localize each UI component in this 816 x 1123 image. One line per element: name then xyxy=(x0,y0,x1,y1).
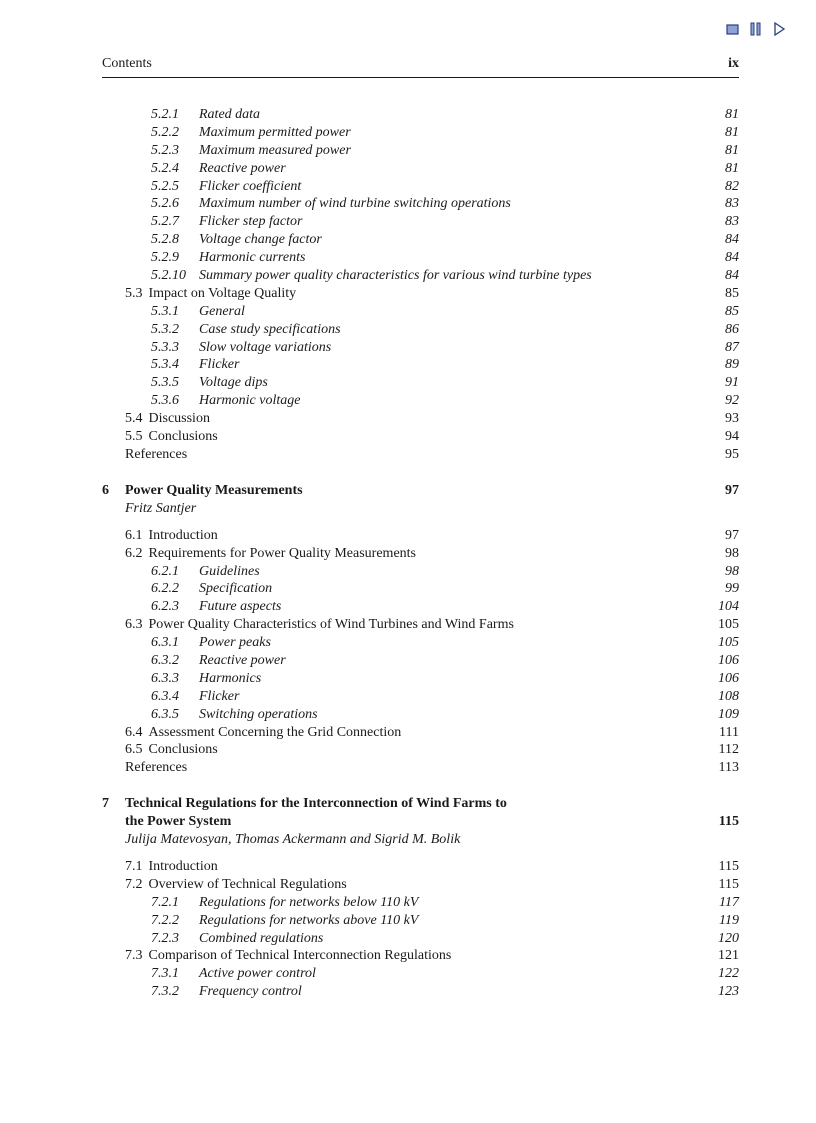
toc-entry[interactable] xyxy=(102,912,739,930)
entry-page: 115 xyxy=(718,859,739,874)
chapter-heading[interactable] xyxy=(102,795,739,831)
entry-title: Flicker xyxy=(199,688,240,704)
toc-entry[interactable] xyxy=(102,339,739,357)
toc-entry[interactable] xyxy=(102,231,739,249)
toc-entry[interactable] xyxy=(102,195,739,213)
entry-number: 7.3.2 xyxy=(151,984,179,1000)
entry-number: 6.2.2 xyxy=(151,581,179,597)
entry-title: References xyxy=(125,760,188,776)
header-title: Contents xyxy=(102,56,152,71)
toc-entry[interactable] xyxy=(102,124,739,142)
toc-entry[interactable] xyxy=(102,741,739,759)
entry-page: 92 xyxy=(725,393,739,409)
toc-entry[interactable] xyxy=(102,652,739,670)
toc-entry[interactable] xyxy=(102,545,739,563)
entry-page: 113 xyxy=(718,760,739,776)
chapter-author: Fritz Santjer xyxy=(125,500,197,516)
entry-title: Power peaks xyxy=(199,635,271,651)
entry-title: Requirements for Power Quality Measurements xyxy=(148,545,416,561)
entry-number: 7.2.2 xyxy=(151,912,179,928)
entry-page: 85 xyxy=(725,303,739,319)
entry-page: 91 xyxy=(725,375,739,391)
entry-number: 6.3.5 xyxy=(151,706,179,722)
entry-number: 5.2.8 xyxy=(151,232,179,248)
toc-entry[interactable] xyxy=(102,267,739,285)
entry-number: 6.1 xyxy=(125,527,143,543)
entry-page: 86 xyxy=(725,321,739,337)
entry-page: 99 xyxy=(725,581,739,597)
entry-number: 5.2.4 xyxy=(151,160,179,176)
entry-title: Specification xyxy=(199,581,273,597)
entry-page: 82 xyxy=(725,178,739,194)
entry-page: 112 xyxy=(718,742,739,758)
entry-title: Maximum measured power xyxy=(199,142,351,158)
entry-page: 98 xyxy=(725,545,739,561)
toc-entry[interactable] xyxy=(102,580,739,598)
entry-page: 98 xyxy=(725,563,739,579)
entry-title: Comparison of Technical Interconnection Regulations xyxy=(148,948,452,964)
entry-page: 123 xyxy=(718,984,739,1000)
entry-title: Flicker coefficient xyxy=(199,178,302,194)
entry-number: 7.2.1 xyxy=(151,894,179,910)
viewer-controls xyxy=(726,22,786,36)
entry-page: 83 xyxy=(725,214,739,230)
toc-entry[interactable] xyxy=(102,160,739,178)
entry-title: Switching operations xyxy=(199,706,318,722)
entry-number: 7.3 xyxy=(125,948,143,964)
entry-title: Frequency control xyxy=(199,984,302,1000)
entry-number: 5.2.5 xyxy=(151,178,179,194)
toc-entry[interactable] xyxy=(102,527,739,545)
entry-title: Combined regulations xyxy=(199,930,324,946)
entry-title: Conclusions xyxy=(148,742,218,758)
toc-entry[interactable] xyxy=(102,321,739,339)
toc-entry[interactable] xyxy=(102,965,739,983)
entry-page: 121 xyxy=(718,948,739,964)
chapter-entries xyxy=(102,858,739,1001)
entry-title: Conclusions xyxy=(148,429,218,445)
entry-page: 85 xyxy=(725,285,739,301)
entry-title: General xyxy=(199,303,245,319)
entry-page: 81 xyxy=(725,124,739,140)
entry-page: 117 xyxy=(719,894,739,910)
play-icon[interactable] xyxy=(772,22,786,36)
chapter-title-line-1: Technical Regulations for the Interconnection of Wind Farms to xyxy=(125,796,507,812)
entry-title: Slow voltage variations xyxy=(199,339,332,355)
toc-entry[interactable] xyxy=(102,178,739,196)
entry-page: 84 xyxy=(725,250,739,266)
entry-page: 122 xyxy=(718,966,739,982)
entry-page: 106 xyxy=(718,670,739,686)
entry-number: 5.4 xyxy=(125,411,143,427)
entry-number: 5.2.2 xyxy=(151,124,179,140)
entry-number: 7.1 xyxy=(125,859,143,874)
entry-title: Voltage change factor xyxy=(199,232,322,248)
entry-number: 7.2 xyxy=(125,876,143,892)
entry-title: Regulations for networks below 110 kV xyxy=(199,894,419,910)
entry-page: 106 xyxy=(718,652,739,668)
toc-entry[interactable] xyxy=(102,706,739,724)
entry-page: 89 xyxy=(725,357,739,373)
entry-number: 6.3.2 xyxy=(151,652,179,668)
entry-page: 81 xyxy=(725,160,739,176)
chapter-entries xyxy=(102,527,739,777)
entry-page: 105 xyxy=(718,617,739,633)
entry-title: Maximum number of wind turbine switching operations xyxy=(199,196,511,212)
entry-title: Guidelines xyxy=(199,563,260,579)
entry-number: 5.2.6 xyxy=(151,196,179,212)
toc-entry[interactable] xyxy=(102,213,739,231)
entry-number: 5.3.3 xyxy=(151,339,179,355)
entry-title: Voltage dips xyxy=(199,375,268,391)
entry-title: Harmonic currents xyxy=(199,250,306,266)
entry-number: 5.3.2 xyxy=(151,321,179,337)
entry-title: Flicker step factor xyxy=(199,214,303,230)
entry-number: 6.5 xyxy=(125,742,143,758)
entry-title: Power Quality Characteristics of Wind Turbines and Wind Farms xyxy=(148,617,514,633)
entry-page: 83 xyxy=(725,196,739,212)
entry-page: 93 xyxy=(725,411,739,427)
entry-page: 94 xyxy=(725,429,739,445)
toc-entry[interactable] xyxy=(102,142,739,160)
toc-entry[interactable] xyxy=(102,688,739,706)
toc-section-list xyxy=(102,106,739,464)
entry-title: Future aspects xyxy=(199,599,282,615)
entry-title: Reactive power xyxy=(199,160,286,176)
entry-title: Summary power quality characteristics for various wind turbine types xyxy=(199,268,592,284)
chapter-heading[interactable] xyxy=(102,482,739,500)
entry-title: Overview of Technical Regulations xyxy=(148,876,347,892)
toc-entry[interactable] xyxy=(102,894,739,912)
entry-title: Rated data xyxy=(199,107,261,122)
entry-page: 111 xyxy=(719,724,739,740)
toc-entry[interactable] xyxy=(102,724,739,742)
header-page-number: ix xyxy=(728,56,739,71)
entry-title: Discussion xyxy=(148,411,210,427)
entry-page: 104 xyxy=(718,599,739,615)
toc-entry[interactable] xyxy=(102,356,739,374)
entry-number: 5.3.4 xyxy=(151,357,179,373)
entry-title: Impact on Voltage Quality xyxy=(148,285,297,301)
entry-title: Regulations for networks above 110 kV xyxy=(199,912,419,928)
entry-title: Case study specifications xyxy=(199,321,341,337)
toc-entry[interactable] xyxy=(102,392,739,410)
entry-title: Introduction xyxy=(148,527,218,543)
entry-page: 109 xyxy=(718,706,739,722)
entry-number: 5.2.9 xyxy=(151,250,179,266)
entry-page: 87 xyxy=(725,339,739,355)
entry-page: 120 xyxy=(718,930,739,946)
entry-number: 5.2.7 xyxy=(151,214,179,230)
toc-entry[interactable] xyxy=(102,670,739,688)
entry-title: Maximum permitted power xyxy=(199,124,351,140)
toc-entry[interactable] xyxy=(102,858,739,876)
chapter-author: Julija Matevosyan, Thomas Ackermann and Sigrid M. Bolik xyxy=(125,832,461,847)
entry-number: 6.2.1 xyxy=(151,563,179,579)
toc-entry[interactable] xyxy=(102,428,739,446)
toc-entry[interactable] xyxy=(102,983,739,1001)
entry-number: 5.3 xyxy=(125,285,143,301)
toc-entry[interactable] xyxy=(102,285,739,303)
chapter-page: 97 xyxy=(725,482,739,498)
entry-title: References xyxy=(125,446,188,462)
entry-title: Assessment Concerning the Grid Connection xyxy=(148,724,402,740)
entry-number: 5.2.10 xyxy=(151,268,186,284)
entry-title: Flicker xyxy=(199,357,240,373)
entry-page: 115 xyxy=(718,876,739,892)
toc-entry[interactable] xyxy=(102,106,739,124)
page-header xyxy=(102,56,739,78)
stop-icon[interactable] xyxy=(726,22,740,36)
entry-number: 6.4 xyxy=(125,724,143,740)
chapter-page: 115 xyxy=(718,814,739,830)
toc-entry[interactable] xyxy=(102,598,739,616)
entry-number: 6.2.3 xyxy=(151,599,179,615)
toc-entry[interactable] xyxy=(102,446,739,464)
entry-number: 5.3.5 xyxy=(151,375,179,391)
entry-page: 105 xyxy=(718,635,739,651)
entry-number: 6.3 xyxy=(125,617,143,633)
chapter-number: 7 xyxy=(102,796,109,812)
toc-entry[interactable] xyxy=(102,563,739,581)
entry-number: 5.5 xyxy=(125,429,143,445)
entry-page: 81 xyxy=(725,142,739,158)
toc-entry[interactable] xyxy=(102,634,739,652)
entry-number: 7.3.1 xyxy=(151,966,179,982)
entry-number: 6.3.3 xyxy=(151,670,179,686)
entry-number: 5.3.1 xyxy=(151,303,179,319)
toc-entry[interactable] xyxy=(102,947,739,965)
entry-page: 97 xyxy=(725,527,739,543)
entry-title: Harmonic voltage xyxy=(199,393,301,409)
entry-page: 95 xyxy=(725,446,739,462)
toc-entry[interactable] xyxy=(102,249,739,267)
entry-number: 5.3.6 xyxy=(151,393,179,409)
entry-title: Active power control xyxy=(199,966,316,982)
chapter-number: 6 xyxy=(102,482,109,498)
toc-entry[interactable] xyxy=(102,616,739,634)
toc-entry[interactable] xyxy=(102,374,739,392)
entry-number: 7.2.3 xyxy=(151,930,179,946)
chapter-title-line-2: the Power System xyxy=(125,814,232,830)
entry-title: Harmonics xyxy=(199,670,262,686)
toc-entry[interactable] xyxy=(102,930,739,948)
entry-number: 6.3.1 xyxy=(151,635,179,651)
entry-page: 84 xyxy=(725,268,739,284)
toc-entry[interactable] xyxy=(102,759,739,777)
entry-number: 6.2 xyxy=(125,545,143,561)
toc-entry[interactable] xyxy=(102,876,739,894)
entry-page: 119 xyxy=(719,912,739,928)
table-of-contents xyxy=(102,106,739,1001)
entry-title: Reactive power xyxy=(199,652,286,668)
toc-entry[interactable] xyxy=(102,303,739,321)
pause-icon[interactable] xyxy=(749,22,763,36)
entry-page: 108 xyxy=(718,688,739,704)
entry-number: 6.3.4 xyxy=(151,688,179,704)
entry-number: 5.2.3 xyxy=(151,142,179,158)
entry-number: 5.2.1 xyxy=(151,107,179,122)
entry-page: 84 xyxy=(725,232,739,248)
entry-title: Introduction xyxy=(148,859,218,874)
entry-page: 81 xyxy=(725,107,739,122)
chapter-title: Power Quality Measurements xyxy=(125,482,303,498)
toc-entry[interactable] xyxy=(102,410,739,428)
